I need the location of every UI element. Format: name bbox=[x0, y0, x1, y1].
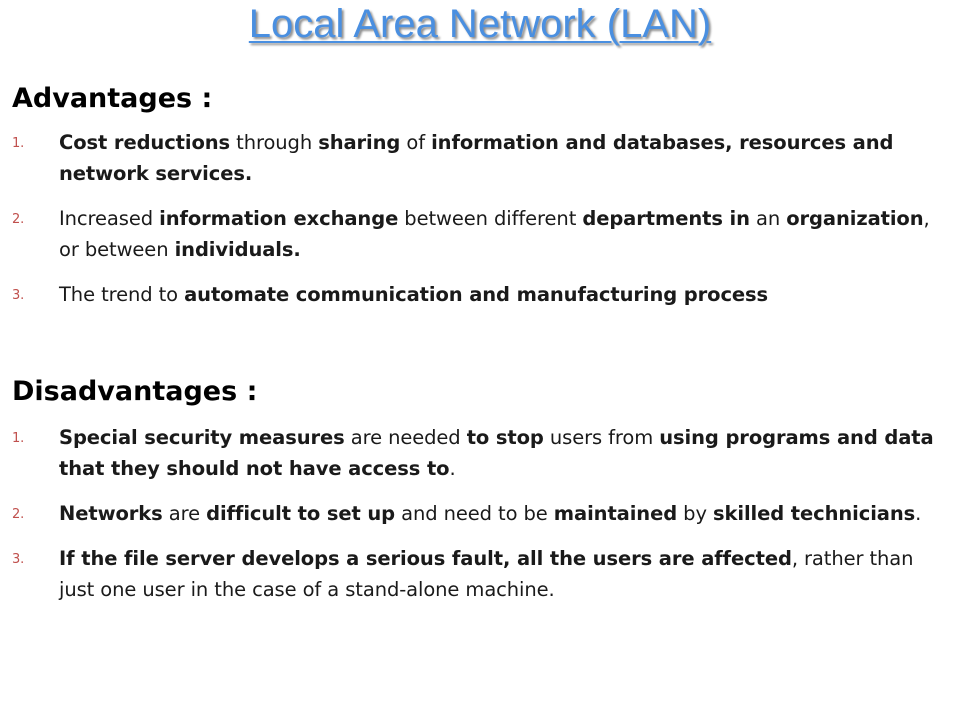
text: and need to be bbox=[395, 502, 554, 525]
bold-text: using programs and data that they should not have access to bbox=[59, 426, 934, 480]
text: , rather than just one user in the case of a stand-alone machine. bbox=[59, 547, 914, 601]
text: through bbox=[230, 131, 319, 154]
bold-text: Special security measures bbox=[59, 426, 345, 449]
bold-text: information and databases, resources and network services. bbox=[59, 131, 894, 185]
list-number: 1. bbox=[12, 431, 25, 446]
list-number: 1. bbox=[12, 136, 25, 151]
bold-text: Cost reductions bbox=[59, 131, 231, 154]
text: of bbox=[400, 131, 432, 154]
text: by bbox=[677, 502, 713, 525]
advantages-item bbox=[12, 127, 942, 189]
advantages-item bbox=[12, 279, 942, 310]
bold-text: individuals. bbox=[174, 238, 301, 261]
text: The trend to bbox=[59, 283, 185, 306]
bold-text: to stop bbox=[466, 426, 544, 449]
list-number: 3. bbox=[12, 288, 25, 303]
advantages-list bbox=[12, 127, 942, 324]
text: are needed bbox=[344, 426, 467, 449]
list-number: 2. bbox=[12, 212, 25, 227]
list-number: 2. bbox=[12, 507, 25, 522]
bold-text: information exchange bbox=[159, 207, 399, 230]
disadvantages-list bbox=[12, 422, 942, 619]
bold-text: automate communication and manufacturing process bbox=[184, 283, 769, 306]
text: . bbox=[915, 502, 922, 525]
text: . bbox=[449, 457, 456, 480]
text: Increased bbox=[59, 207, 160, 230]
advantages-heading: Advantages : bbox=[12, 83, 213, 114]
bold-text: maintained bbox=[553, 502, 678, 525]
bold-text: Networks bbox=[59, 502, 163, 525]
bold-text: skilled technicians bbox=[713, 502, 916, 525]
advantages-item bbox=[12, 203, 942, 265]
text: users from bbox=[543, 426, 660, 449]
list-number: 3. bbox=[12, 552, 25, 567]
text: between different bbox=[398, 207, 583, 230]
bold-text: departments in bbox=[582, 207, 750, 230]
disadvantages-heading: Disadvantages : bbox=[12, 376, 258, 407]
slide-title: Local Area Network (LAN) bbox=[248, 2, 712, 46]
disadvantages-item bbox=[12, 543, 942, 605]
bold-text: sharing bbox=[318, 131, 401, 154]
text: are bbox=[162, 502, 207, 525]
disadvantages-item bbox=[12, 498, 942, 529]
text: , or between bbox=[59, 207, 930, 261]
bold-text: organization bbox=[786, 207, 924, 230]
bold-text: If the file server develops a serious fault, all the users are affected bbox=[59, 547, 792, 570]
text: an bbox=[749, 207, 787, 230]
bold-text: difficult to set up bbox=[206, 502, 396, 525]
disadvantages-item bbox=[12, 422, 942, 484]
